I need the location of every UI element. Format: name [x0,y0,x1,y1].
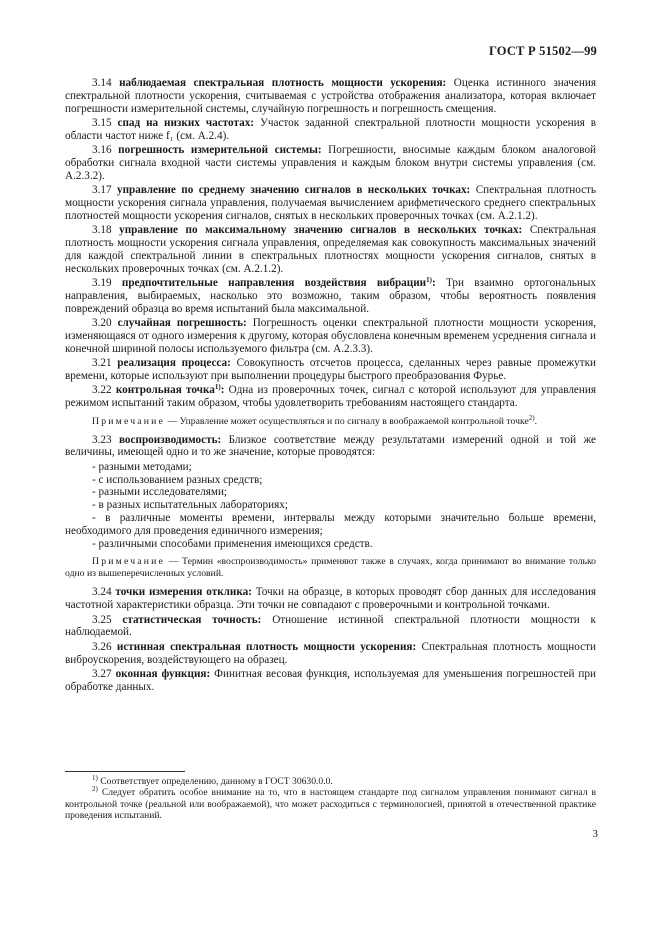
term-number: 3.20 [92,316,112,329]
footnote-ref: 2) [528,413,535,422]
term-title: погрешность измерительной системы: [118,144,322,157]
note-control-point [65,413,596,428]
term-3-17 [65,184,596,222]
term-3-20 [65,317,596,355]
term-title-text: предпочтительные направления воздействия вибрации [121,276,427,289]
term-number: 3.15 [92,116,112,129]
term-title: оконная функция: [115,668,211,680]
term-number: 3.25 [92,613,112,626]
term-3-16 [65,144,596,182]
note-label: Примечание [92,556,166,568]
note-end: . [534,415,538,427]
term-title-colon: : [431,276,436,289]
term-number: 3.17 [92,184,112,197]
document-header: ГОСТ Р 51502—99 [488,44,597,58]
footnote-divider [65,771,185,772]
list-item: - в различные моменты времени, интервалы между которыми значительно больше времени, необходимого для проведения единичного измерения; [65,512,596,537]
term-title: управление по среднему значению сигналов в нескольких точках: [117,184,471,197]
term-3-21 [65,357,596,383]
term-number: 3.23 [92,433,112,446]
term-title-text: контрольная точка [115,384,215,397]
term-title: реализация процесса: [117,356,231,369]
term-number: 3.14 [92,77,112,89]
list-item: - в разных испытательных лабораториях; [92,499,288,512]
term-3-18 [65,224,596,275]
term-definition: Близкое соответствие между результатами измерений одной и той же величины, имеющей одно и то же значение, которые проводятся: [65,433,596,459]
list-item: - с использованием разных средств; [92,473,263,486]
term-title [122,277,436,289]
term-3-23 [65,434,596,460]
term-title [116,384,225,396]
footnote-1 [65,776,596,787]
term-number: 3.18 [92,224,112,237]
term-title: статистическая точность: [122,613,262,626]
term-definition: Финитная весовая функция, используемая для уменьшения погрешностей при обработке данных. [65,668,597,693]
term-definition: Отношение истинной спектральной плотности мощности к наблюдаемой. [65,613,596,639]
term-definition: Совокупность отсчетов процесса, сделанных через равные промежутки времени, которые используют при выполнении процедуры быстрого преобразования Фурье. [65,356,596,382]
footnote-ref: 1) [214,383,221,392]
note-reproducibility [65,556,596,580]
page-number: 3 [592,828,598,840]
term-3-14 [65,77,596,115]
term-3-25 [65,614,596,640]
term-definition: Оценка истинного значения спектральной плотности ускорения, считываемая с устройства отображения анализатора, которая включает погрешности измерительной системы, случайную погрешность и погрешность смещения. [65,77,596,115]
term-3-22 [65,384,596,410]
term-definition: Точки на образце, в которых проводят сбор данных для исследования частотной характеристики образца. Эти точки не совпадают с проверочными и контрольной точками. [65,586,597,612]
term-number: 3.16 [92,144,112,157]
term-number: 3.21 [92,356,112,369]
term-title: наблюдаемая спектральная плотность мощности ускорения: [119,77,447,89]
term-title-colon: : [220,384,225,397]
list-item: - различными способами применения имеющихся средств. [92,537,373,550]
footnote-text: Следует обратить особое внимание на то, что в настоящем стандарте под сигналом управления понимают сигнал в контрольной точке (реальной или воображаемой), что может расходиться с терминологией, принятой в отечественной практике проведения испытаний. [65,787,596,822]
note-text: — Управление может осуществляться и по сигналу в воображаемой контрольной точке [167,415,529,427]
term-title: истинная спектральная плотность мощности ускорения: [116,640,417,653]
term-3-24 [65,586,596,612]
term-number: 3.27 [92,668,112,680]
term-definition: Спектральная плотность мощности виброускорения, воздействующего на образец. [65,640,596,666]
term-definition: Одна из проверочных точек, сигнал с которой используют для управления режимом испытаний таким образом, чтобы удовлетворить требованиям настоящего стандарта. [65,384,597,409]
term-definition: Погрешность оценки спектральной плотности мощности ускорения, изменяющаяся от одного измерения к другому, которая обусловлена конечным временем усреднения сигнала и конечной шириной полосы используемого фильтра (см. А.2.3.3). [65,316,597,355]
term-number: 3.26 [92,640,112,653]
term-number: 3.24 [92,586,112,599]
term-3-15 [65,117,596,143]
term-definition: Спектральная плотность мощности ускорения сигнала управления, определяемая как совокупность максимальных значений для каждой спектральной линии в спектральных плотностях мощности ускорения сигналов, снятых в нескольких проверочных точках (см. А.2.1.2). [65,224,597,275]
footnotes [65,771,596,822]
term-title: спад на низких частотах: [117,116,255,129]
term-number: 3.19 [92,276,112,289]
list-item: - разными методами; [92,460,192,473]
footnote-text: Соответствует определению, данному в ГОСТ 30630.0.0. [100,776,333,787]
footnote-2 [65,787,596,821]
note-text: — Термин «воспроизводимость» применяют также в случаях, когда принимают во внимание только одно из вышеперечисленных условий. [65,556,596,580]
term-title: точки измерения отклика: [115,586,252,599]
term-number: 3.22 [92,384,112,397]
term-definition: Три взаимно ортогональных направления, выбираемых, насколько это возможно, таким образом, чтобы вероятность появления повреждений образца во время испытаний была максимальной. [65,276,596,315]
term-title: воспроизводимость: [118,433,222,446]
term-title: управление по максимальному значению сигналов в нескольких точках: [119,224,523,237]
note-label: Примечание [92,415,166,427]
list-item: - разными исследователями; [92,486,228,499]
term-definition: Погрешности, вносимые каждым блоком аналоговой обработки сигнала входной части системы управления и каждым блоком внутри системы управления (см. А.2.3.2). [65,144,597,182]
term-3-19 [65,277,596,315]
footnote-mark: 2) [92,785,98,794]
term-3-27 [65,668,596,694]
term-definition: Участок заданной спектральной плотности мощности ускорения в области частот ниже f₁ (см. А.2.4). [65,116,596,142]
term-title: случайная погрешность: [117,316,247,329]
document-body [65,77,596,695]
footnote-ref: 1) [426,275,432,284]
term-definition: Спектральная плотность мощности ускорения сигнала управления, получаемая вычислением арифметического среднего спектральных плотностей мощности ускорения сигналов, снятых в нескольких проверочных точках (см. А.2.1.2). [65,184,597,222]
footnote-mark: 1) [92,774,98,782]
term-3-26 [65,641,596,667]
